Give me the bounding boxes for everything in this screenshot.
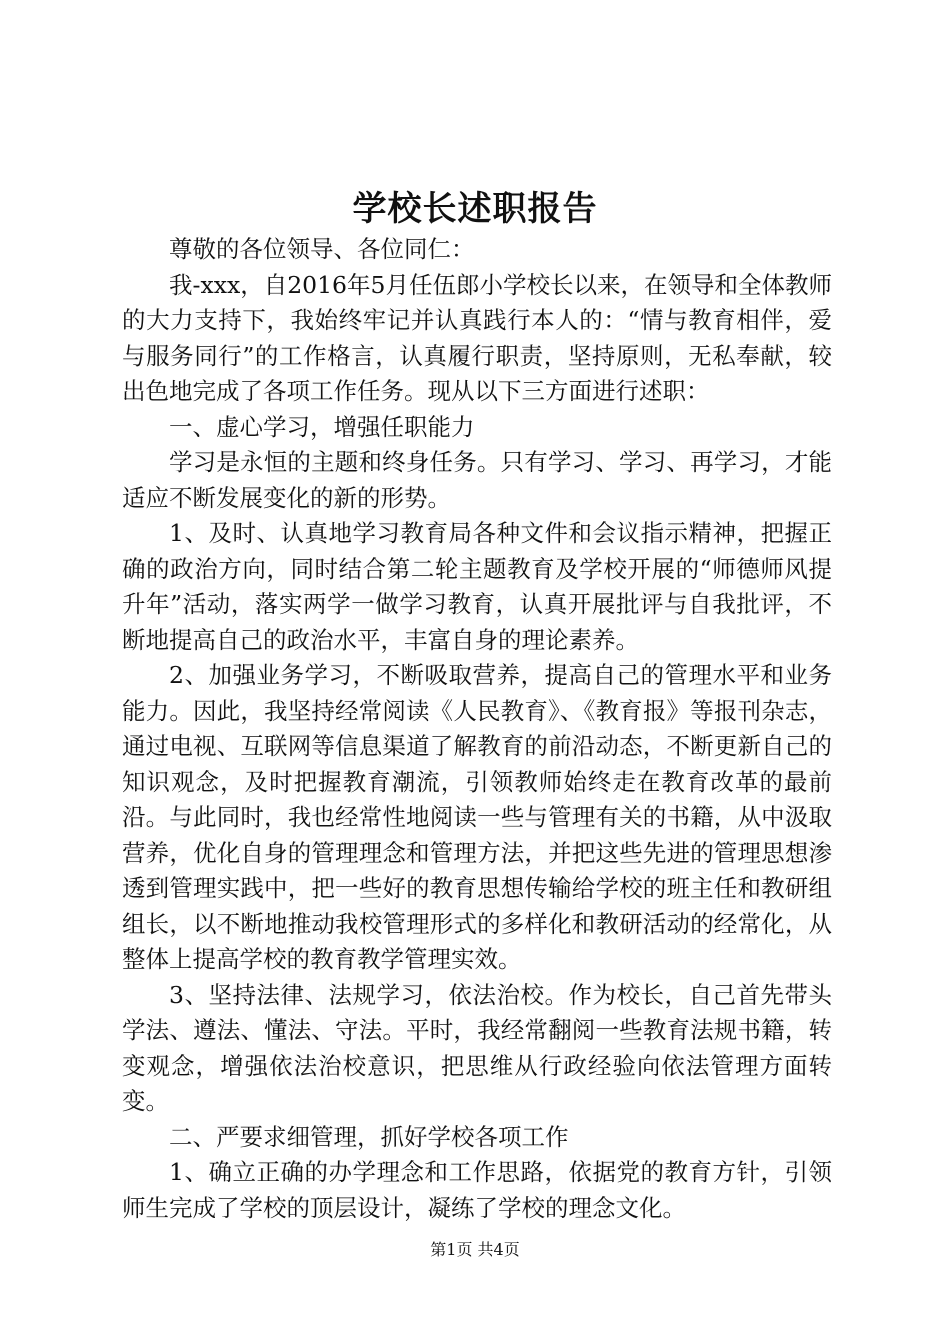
document-title: 学校长述职报告 xyxy=(352,189,598,229)
intro-paragraph: 我-xxx，自2016年5月任伍郎小学校长以来，在领导和全体教师的大力支持下，我始终牢记并认真践行本人的：“情与教育相伴，爱与服务同行”的工作格言，认真履行职责，坚持原则，无私奉献，较出色地完成了各项工作任务。现从以下三方面进行述职： xyxy=(122,270,832,405)
paragraph: 2、加强业务学习，不断吸取营养，提高自己的管理水平和业务能力。因此，我坚持经常阅读《人民教育》、《教育报》等报刊杂志，通过电视、互联网等信息渠道了解教育的前沿动态，不断更新自己的知识观念，及时把握教育潮流，引领教师始终走在教育改革的最前沿。与此同时，我也经常性地阅读一些与管理有关的书籍，从中汲取营养，优化自身的管理理念和管理方法，并把这些先进的管理思想渗透到管理实践中，把一些好的教育思想传输给学校的班主任和教研组组长，以不断地推动我校管理形式的多样化和教研活动的经常化，从整体上提高学校的教育教学管理实效。 xyxy=(122,661,832,973)
document-body xyxy=(122,232,832,1226)
paragraph: 学习是永恒的主题和终身任务。只有学习、学习、再学习，才能适应不断发展变化的新的形势。 xyxy=(122,448,832,512)
paragraph: 1、及时、认真地学习教育局各种文件和会议指示精神，把握正确的政治方向，同时结合第二轮主题教育及学校开展的“师德师风提升年”活动，落实两学一做学习教育，认真开展批评与自我批评，不断地提高自己的政治水平，丰富自身的理论素养。 xyxy=(122,519,832,654)
section-heading-1: 一、虚心学习，增强任职能力 xyxy=(169,412,475,441)
section-heading-2: 二、严要求细管理，抓好学校各项工作 xyxy=(169,1122,569,1151)
salutation: 尊敬的各位领导、各位同仁： xyxy=(169,235,475,263)
page-number-footer: 第1页 共4页 xyxy=(430,1240,520,1259)
paragraph: 3、坚持法律、法规学习，依法治校。作为校长，自己首先带头学法、遵法、懂法、守法。平时，我经常翻阅一些教育法规书籍，转变观念，增强依法治校意识，把思维从行政经验向依法管理方面转变。 xyxy=(122,980,832,1115)
paragraph: 1、确立正确的办学理念和工作思路，依据党的教育方针，引领师生完成了学校的顶层设计，凝练了学校的理念文化。 xyxy=(122,1158,832,1222)
